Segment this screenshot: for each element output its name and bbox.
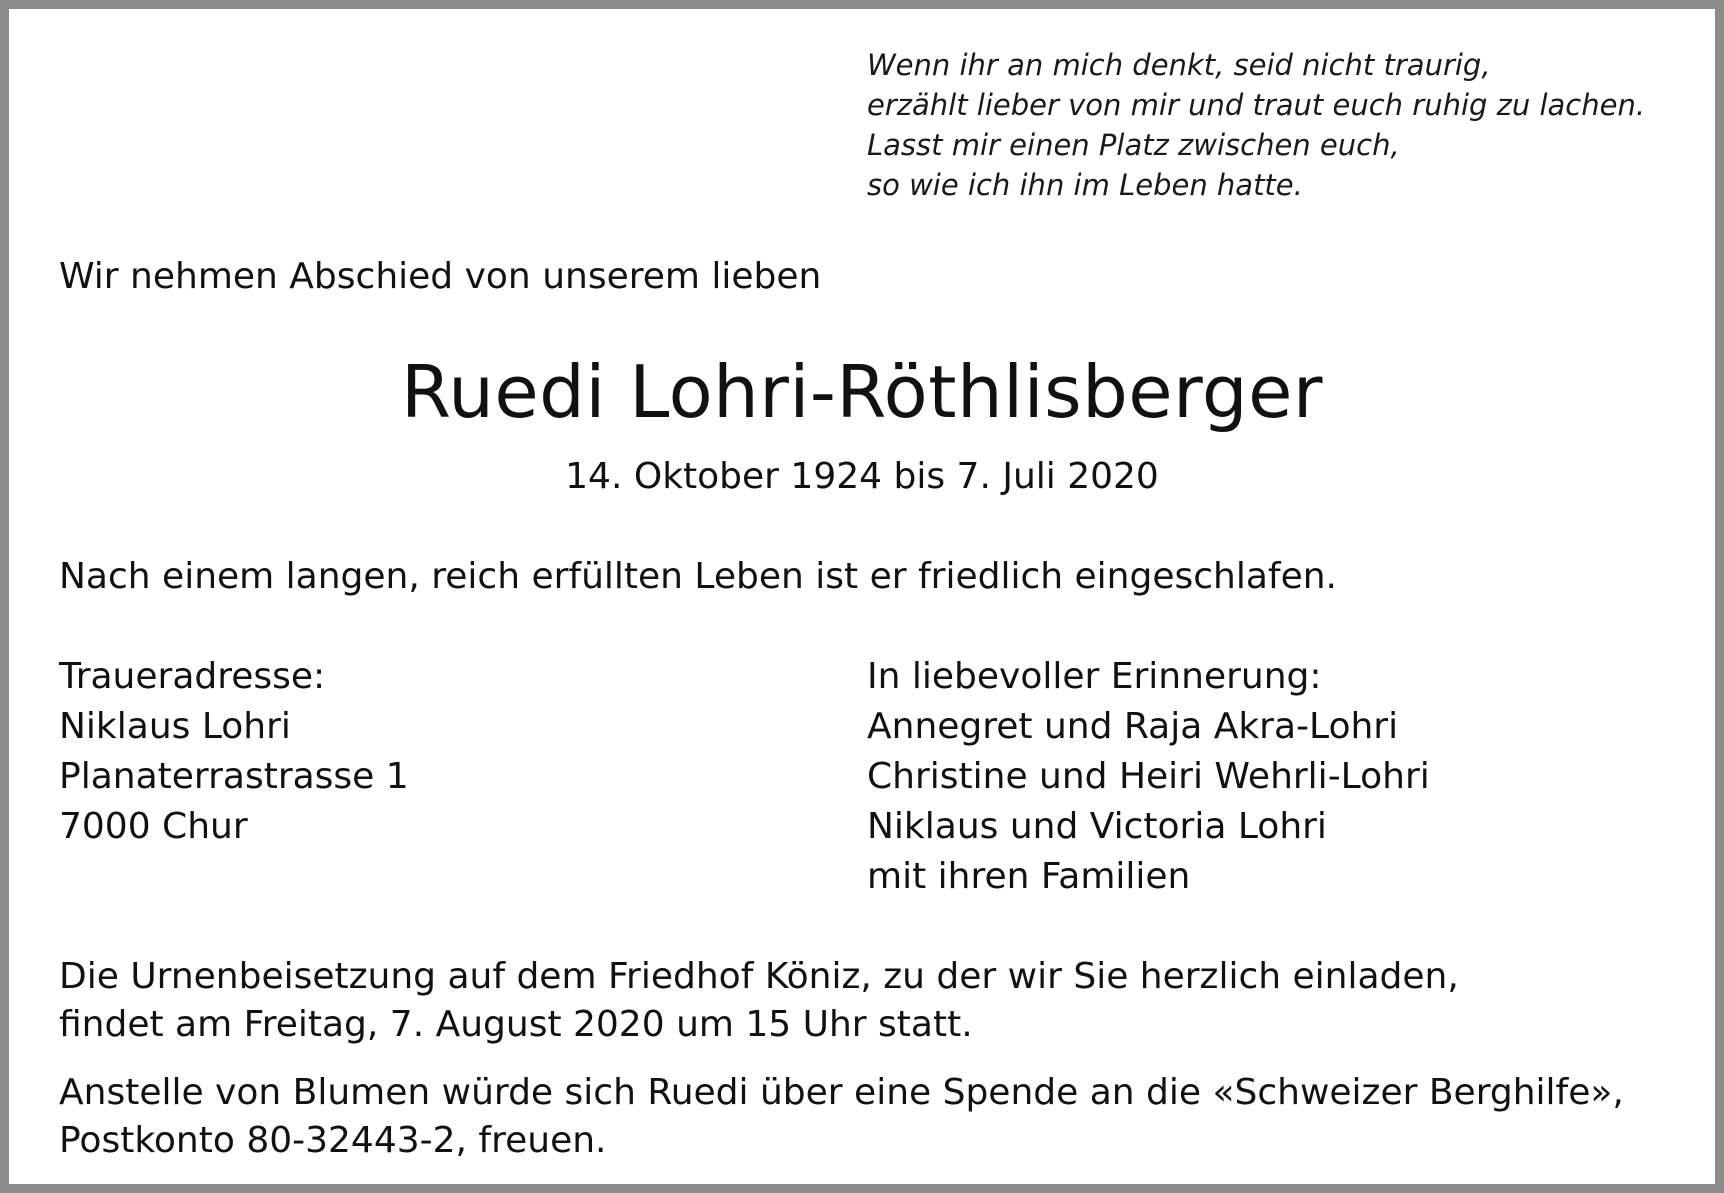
memorial-quote [867, 45, 1645, 205]
burial-line: findet am Freitag, 7. August 2020 um 15 Uhr statt. [59, 1004, 973, 1045]
mourner-line: Annegret und Raja Akra-Lohri [867, 706, 1399, 747]
address-line: Traueradresse: [59, 656, 326, 697]
burial-line: Die Urnenbeisetzung auf dem Friedhof Köniz, zu der wir Sie herzlich einladen, [59, 956, 1459, 997]
quote-line: Wenn ihr an mich denkt, seid nicht traurig, [867, 48, 1491, 82]
mourning-address [59, 652, 409, 852]
donation-line: Postkonto 80-32443-2, freuen. [59, 1120, 607, 1161]
mourners-list [867, 652, 1430, 902]
intro-text: Wir nehmen Abschied von unserem lieben [59, 256, 822, 297]
quote-line: Lasst mir einen Platz zwischen euch, [867, 128, 1400, 162]
address-line: 7000 Chur [59, 806, 248, 847]
donation-line: Anstelle von Blumen würde sich Ruedi über eine Spende an die «Schweizer Berghilfe», [59, 1072, 1624, 1113]
farewell-text: Nach einem langen, reich erfüllten Leben ist er friedlich eingeschlafen. [59, 556, 1337, 597]
deceased-name: Ruedi Lohri-Röthlisberger [400, 350, 1324, 434]
donation-info [59, 1069, 1624, 1165]
life-dates: 14. Oktober 1924 bis 7. Juli 2020 [565, 456, 1159, 497]
address-line: Niklaus Lohri [59, 706, 291, 747]
quote-line: erzählt lieber von mir und traut euch ruhig zu lachen. [867, 88, 1646, 122]
address-line: Planaterrastrasse 1 [59, 756, 409, 797]
mourner-line: In liebevoller Erinnerung: [867, 656, 1322, 697]
mourner-line: mit ihren Familien [867, 856, 1191, 897]
mourner-line: Niklaus und Victoria Lohri [867, 806, 1327, 847]
mourner-line: Christine und Heiri Wehrli-Lohri [867, 756, 1430, 797]
quote-line: so wie ich ihn im Leben hatte. [867, 168, 1303, 202]
burial-info [59, 953, 1459, 1049]
